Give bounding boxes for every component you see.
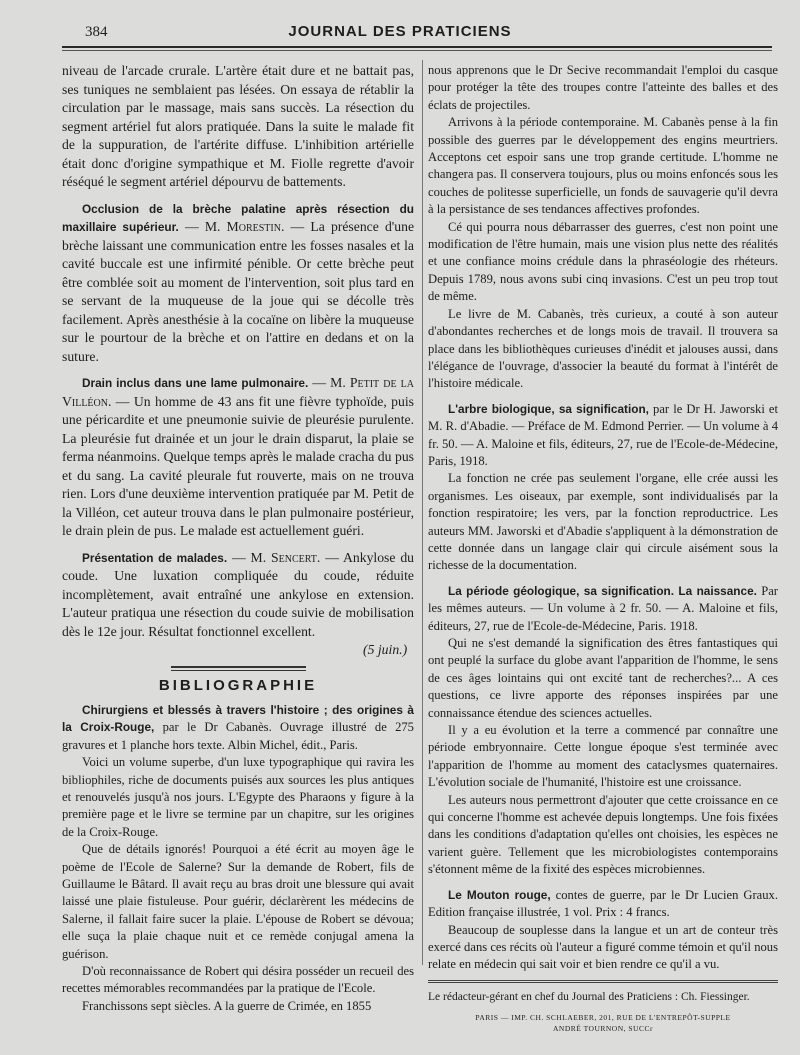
footer-rule bbox=[428, 980, 778, 983]
section-text: — Ankylose du coude. Une luxation compliquée du coude, réduite incomplètement, avait entraîné une ankylose en extension. L'auteur pratiqua une résection du coude suivie de mobilisation dès le 12e jour. Résultat fonctionnel excellent. bbox=[62, 549, 415, 639]
review-paragraph: Qui ne s'est demandé la signification des êtres fantastiques qui ont peuplé la surface du globe avant l'apparition de l'homme, le sens de ces âges lointains qui ont excité tant de recherches?... A ces questions, ce livre apporte des réponses inspirées par une connaissance étendue des sciences actuelles. bbox=[428, 636, 778, 720]
review-paragraph: Arrivons à la période contemporaine. M. Cabanès pense à la fin possible des guerres par le développement des engins meurtriers. Acceptons cet espoir sans une trop grande certitude. L'homme ne changera pas. Il conservera toujours, plus ou moins enfoncés sous les couches de politesse superficielle, un fonds de sauvagerie qu'il devra à la persistance de ses tendances affectives profondes. bbox=[428, 115, 778, 217]
section-title: Occlusion de la brèche palatine après résection du maxillaire supérieur. bbox=[62, 201, 414, 234]
right-column bbox=[428, 62, 778, 1034]
printer-imprint bbox=[428, 1012, 778, 1034]
book-title: La période géologique, sa signification. La naissance. bbox=[448, 583, 757, 598]
journal-title: JOURNAL DES PRATICIENS bbox=[288, 23, 512, 40]
header-rule bbox=[62, 46, 772, 48]
section-title: Présentation de malades. bbox=[82, 550, 228, 565]
section-occlusion bbox=[62, 200, 414, 367]
section-drain bbox=[62, 374, 414, 541]
book-title: L'arbre biologique, sa signification, bbox=[448, 401, 649, 416]
column-divider bbox=[422, 60, 423, 965]
review-paragraph: Cé qui pourra nous débarrasser des guerres, c'est non point une modification de l'être humain, mais une vision plus nette des réalités et une confiance moins crédule dans la phraséologie des rhéteurs. Depuis 1789, nous avons subi cinq invasions. C'est un peu trop tout de même. bbox=[428, 219, 778, 304]
book-meta: par le Dr Cabanès. Ouvrage illustré de 275 gravures et 1 planche hors texte. Albin Michel, édit., Paris. bbox=[62, 720, 414, 752]
section-title: Drain inclus dans une lame pulmonaire. bbox=[82, 376, 309, 390]
section-presentation bbox=[62, 549, 414, 642]
printer-line: ANDRÉ TOURNON, SUCCr bbox=[553, 1024, 653, 1034]
book-meta: Par les mêmes auteurs. — Un volume à 2 fr. 50. — A. Maloine et fils, éditeurs, 27, rue de l'Ecole-de-Médecine, Paris. 1918. bbox=[428, 583, 778, 633]
section-author: — M. Morestin. bbox=[184, 219, 285, 234]
review-paragraph: Voici un volume superbe, d'un luxe typographique qui ravira les bibliophiles, riche de documents puisés aux sources les plus antiques et renouvelés jusqu'à nos jours. L'Egypte des Pharaons y figure à la première page et le livre se termine par un chapitre, sur les origines de la Croix-Rouge. bbox=[62, 755, 414, 839]
header-rule-thin bbox=[62, 50, 772, 51]
review-paragraph: Que de détails ignorés! Pourquoi a été écrit au moyen âge le poème de l'Ecole de Salerne? Sur la demande de Robert, fils de Guillaume le Bâtard. Il avait reçu au bras droit une blessure qui avait laissé une plaie fistuleuse. Pour guérir, déclarèrent les médecins de Salerne, il fallait faire sucer la plaie. L'épouse de Robert se dévoua; elle suça la plaie chaque nuit et ce remède conjugal amena la guérison. bbox=[62, 842, 414, 961]
section-text: — Un homme de 43 ans fit une fièvre typhoïde, puis une péricardite et une pneumonie suivie de pleurésie purulente. La pleurésie fut drainée et un jour le drain disparut, la plaie se ferma néanmoins. Quelque temps après le malade cracha du pus et du sang. La cavité pleurale fut rouverte, mais on ne trouva rien. Lors d'une deuxième intervention pratiquée par M. Petit de la Villéon, cet auteur trouva dans le plan pulmonaire postérieur, le drain plein de pus. Le malade est actuellement guéri. bbox=[62, 393, 414, 538]
review-paragraph: Le livre de M. Cabanès, très curieux, a couté à son auteur d'abondantes recherches et de longs mois de travail. Il trouvera sa place dans les bibliothèques curieuses d'inédit et jalouses aussi, dans l'élégance de l'ouvrage, d'associer la beauté du format à l'intérêt de l'histoire médicale. bbox=[428, 306, 778, 391]
bibliography-heading: BIBLIOGRAPHIE bbox=[158, 676, 318, 694]
left-column bbox=[62, 62, 414, 1015]
section-text: — La présence d'une brèche laissant une communication entre les fosses nasales et la cavité buccale est une infirmité pénible. Or cette brèche peut être comblée soit au moment de l'intervention, soit plus tard en se servant de la muqueuse de la joue qui se décolle très facilement. Après anesthésie à la cocaïne on libère la muqueuse sur le pourtour de la brèche et on l'attire en dedans et on la suture. bbox=[62, 219, 415, 364]
book-title: Le Mouton rouge, bbox=[448, 887, 551, 902]
review-paragraph: Les auteurs nous permettront d'ajouter que cette croissance en ce qui concerne l'homme est achevée depuis longtemps. Une fois fixées dans les conditions d'adaptation qu'elles ont choisies, les espèces ne varient guère. Tellement que les microbiologistes contemporains s'étonnent même de la fixité des espèces microbiennes. bbox=[428, 792, 778, 877]
book-meta: contes de guerre, par le Dr Lucien Graux. Edition française illustrée, 1 vol. Prix : 4 francs. bbox=[428, 887, 778, 920]
book-entry bbox=[428, 583, 778, 635]
page-header bbox=[0, 22, 800, 46]
book-entry bbox=[428, 401, 778, 471]
section-author: — M. Petit de la Villéon. bbox=[62, 375, 414, 409]
section-author: — M. Sencert. bbox=[232, 549, 321, 565]
review-paragraph: D'où reconnaissance de Robert qui désira posséder un recueil des recettes mémorables recommandées par la pratique de l'Ecole. bbox=[62, 964, 414, 996]
bibliography-rule bbox=[171, 666, 306, 671]
book-title: Chirurgiens et blessés à travers l'histoire ; des origines à la Croix-Rouge, bbox=[62, 702, 414, 735]
left-paragraph: niveau de l'arcade crurale. L'artère était dure et ne battait pas, ses tuniques ne semblaient pas lésées. On essaya de rétablir la circulation par le massage, mais sans succès. La résection du segment artériel fut alors pratiquée. Dans la suite le malade fit de la suppuration, de l'artérite diffuse. L'inhibition artérielle était donc d'origine sympathique et M. Fiolle regrette d'avoir réséqué le segment artériel dépourvu de battements. bbox=[62, 63, 414, 189]
printer-line: PARIS — IMP. CH. SCHLAEBER, 201, RUE DE L'ENTREPÔT-SUPPLE bbox=[475, 1013, 731, 1023]
review-paragraph: La fonction ne crée pas seulement l'organe, elle crée aussi les organismes. Les oiseaux, par exemple, sont individualisés par la fonction respiratoire; les vers, par la fonction reproductrice. Les auteurs MM. Jaworski et d'Abadie s'appliquent à la démonstration de cette donnée dans un langage clair qui circule aisément sous la richesse de la documentation. bbox=[428, 471, 778, 573]
review-paragraph: Franchissons sept siècles. A la guerre de Crimée, en 1855 bbox=[82, 998, 372, 1013]
session-date: (5 juin.) bbox=[363, 642, 408, 657]
editor-credit: Le rédacteur-gérant en chef du Journal des Praticiens : Ch. Fiessinger. bbox=[428, 990, 750, 1003]
review-paragraph: Beaucoup de souplesse dans la langue et un art de conteur très exercé dans ces récits où l'auteur a figuré comme témoin et qu'il nous relate en médecin qui sait voir et bien rendre ce qu'il a vu. bbox=[428, 922, 778, 972]
review-paragraph: nous apprenons que le Dr Secive recommandait l'emploi du casque pour protéger la tête des troupes contre l'atteinte des balles et des éclats de projectiles. bbox=[428, 63, 778, 112]
book-meta: par le Dr H. Jaworski et M. R. d'Abadie. — Préface de M. Edmond Perrier. — Un volume à 4 fr. 50. — A. Maloine et fils, éditeurs, 27, rue de l'Ecole-de-Médecine, Paris, 1918. bbox=[428, 401, 778, 468]
page-number: 384 bbox=[85, 24, 108, 40]
review-paragraph: Il y a eu évolution et la terre a commencé par connaître une période embryonnaire. Cette longue époque s'est terminée avec l'apparition de l'homme au moment des cataclysmes quaternaires. L'évolution sociale de l'humanité, l'histoire est une croissance. bbox=[428, 723, 778, 790]
book-entry bbox=[428, 887, 778, 922]
book-entry bbox=[62, 702, 414, 754]
